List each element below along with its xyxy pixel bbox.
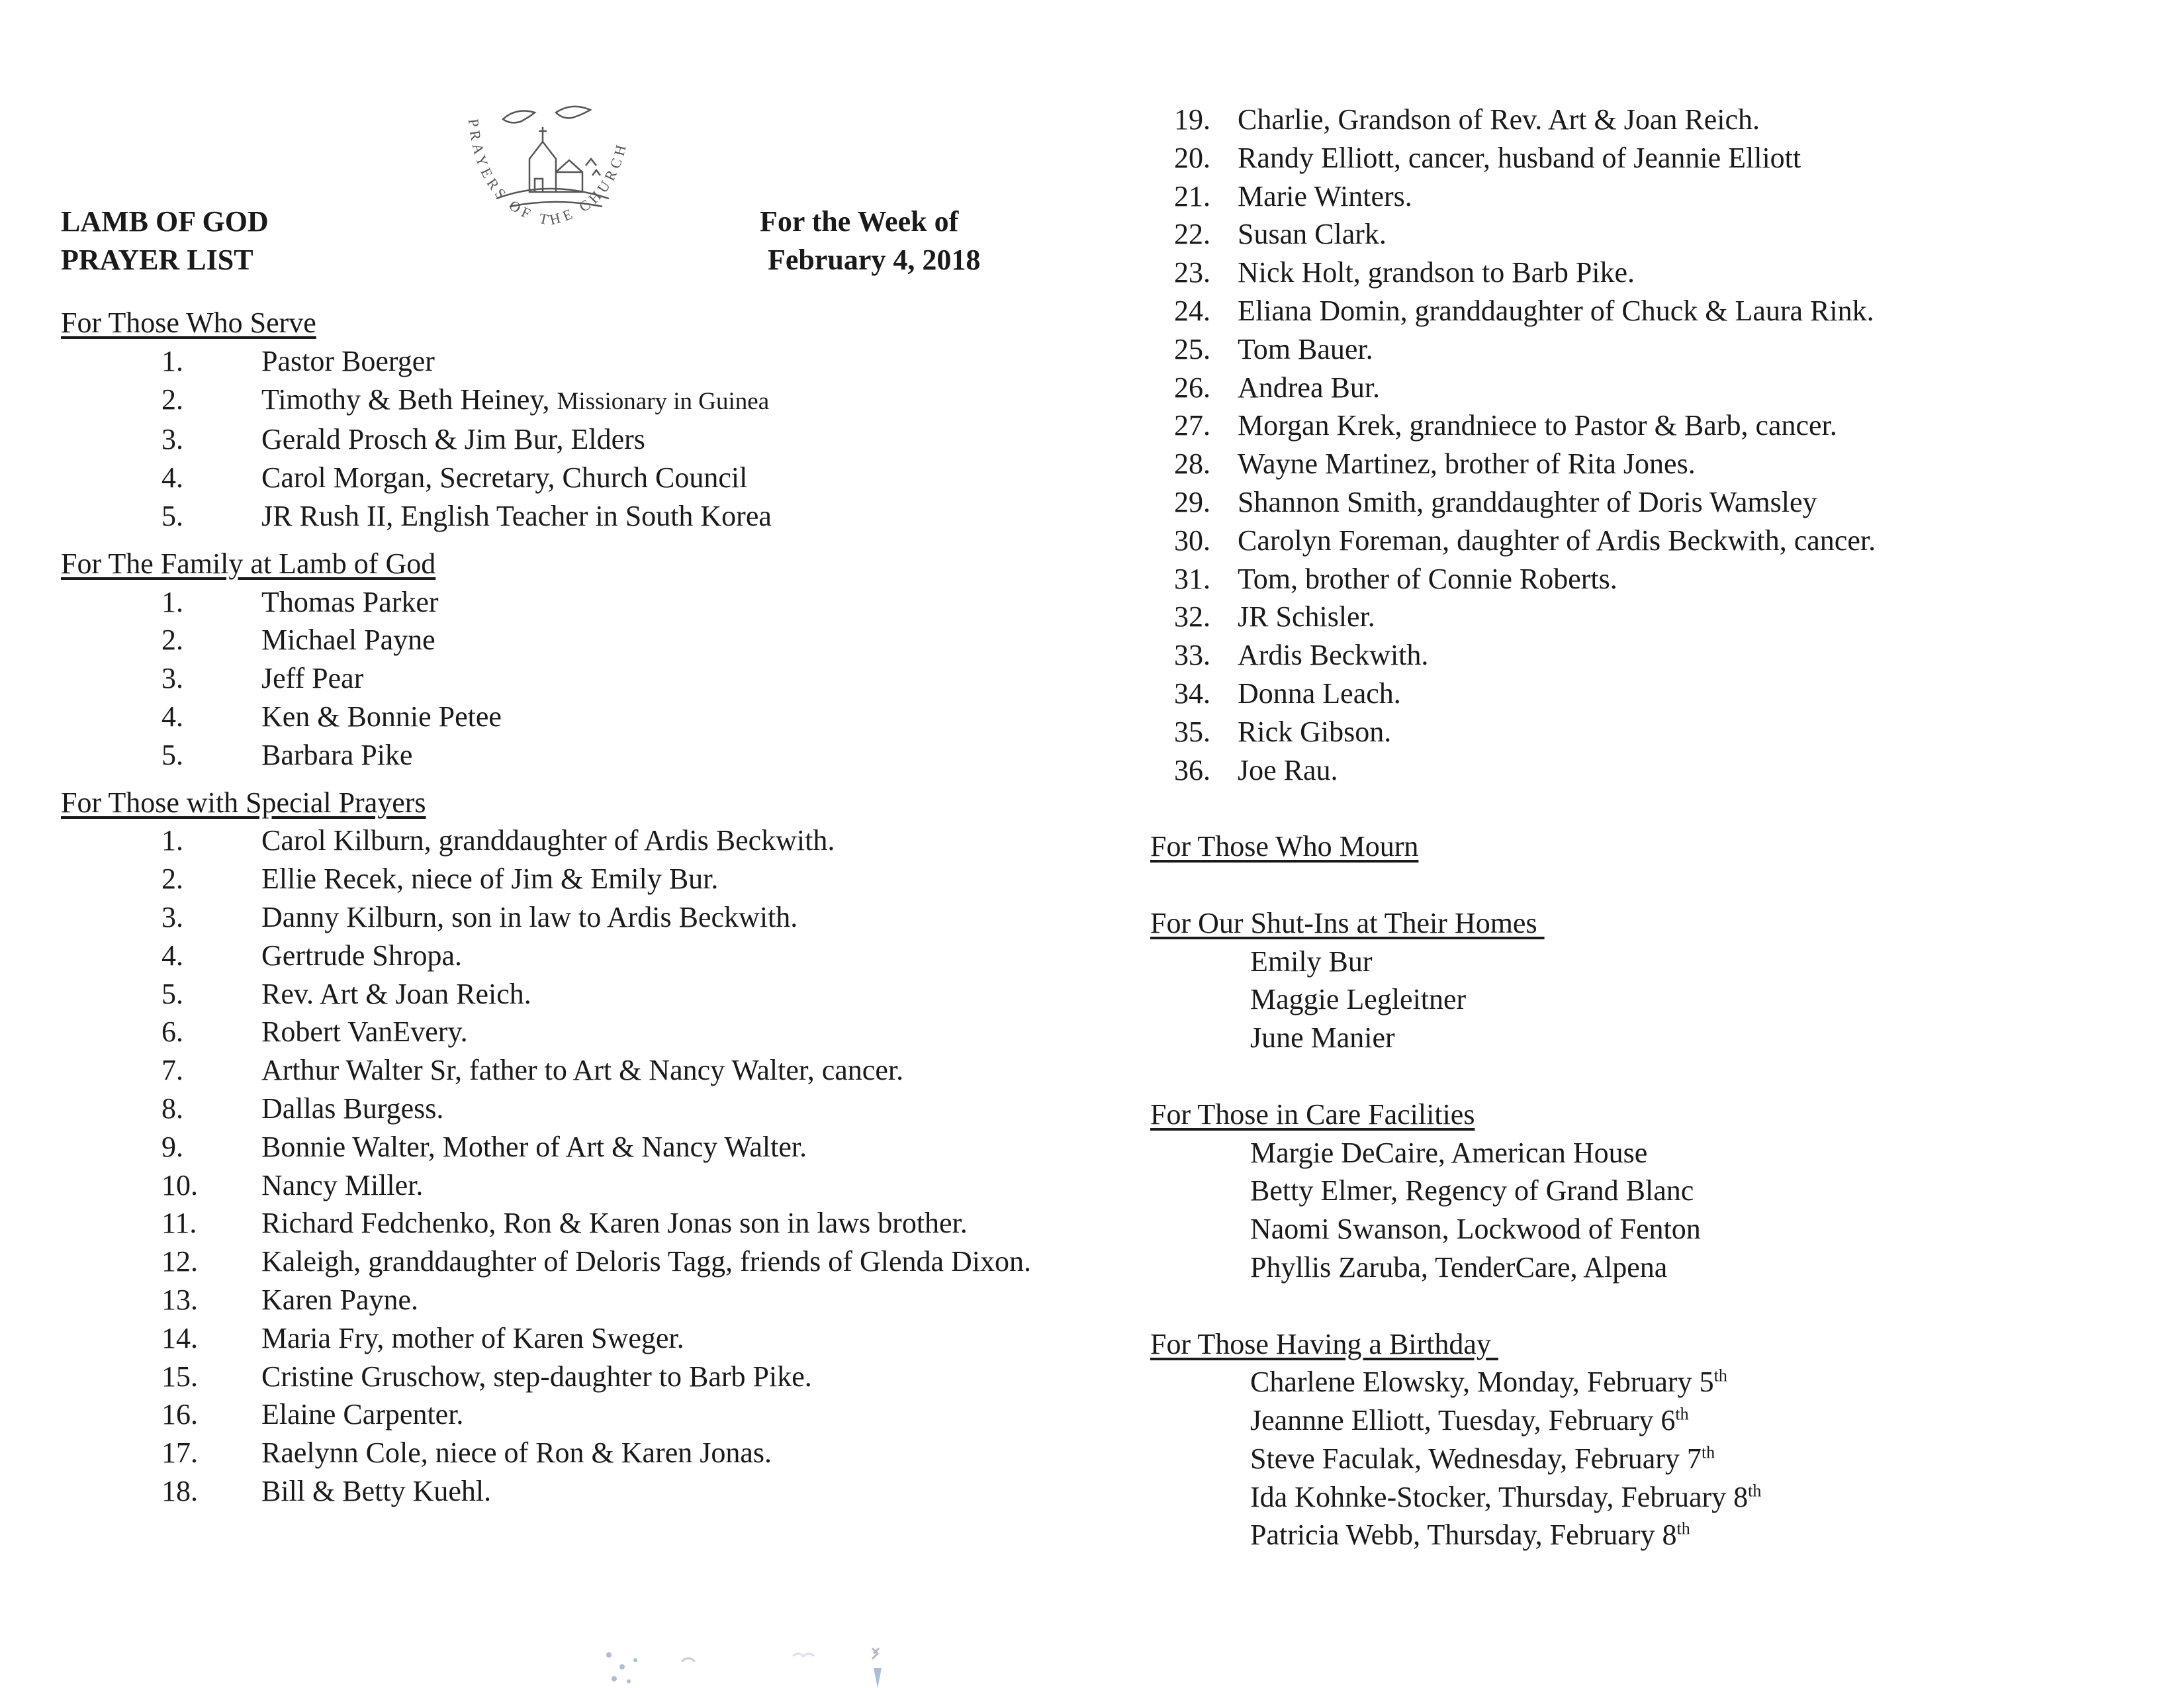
item-text: Nick Holt, grandson to Barb Pike. [1238, 256, 1635, 289]
item-number: 18. [161, 1474, 198, 1507]
section-heading-shutins: For Our Shut-Ins at Their Homes [1150, 906, 1545, 939]
list-item [61, 342, 1093, 381]
ordinal-suffix: th [1713, 1366, 1727, 1385]
ordinal-suffix: th [1675, 1404, 1689, 1424]
item-text: Cristine Gruschow, step-daughter to Barb Pike. [261, 1360, 812, 1393]
list-item [1150, 636, 2143, 675]
item-number: 5. [161, 499, 183, 532]
item-number: 4. [161, 461, 183, 494]
special-prayers-list-right [1150, 101, 2143, 789]
list-item: Margie DeCaire, American House [1250, 1136, 1648, 1169]
item-text: JR Rush II, English Teacher in South Korea [261, 499, 772, 532]
list-item [61, 937, 1093, 975]
item-text: Arthur Walter Sr, father to Art & Nancy Walter, cancer. [261, 1054, 904, 1087]
list-item [61, 659, 1093, 698]
list-item [61, 459, 1093, 497]
item-text: Susan Clark. [1238, 218, 1387, 251]
item-number: 15. [161, 1360, 198, 1393]
item-number: 16. [161, 1398, 198, 1431]
list-item [1150, 445, 2143, 483]
list-item [61, 1358, 1093, 1396]
item-number: 10. [161, 1168, 198, 1201]
item-text: Ellie Recek, niece of Jim & Emily Bur. [261, 863, 719, 896]
item-number: 33. [1174, 639, 1210, 672]
item-text: Gertrude Shropa. [261, 939, 463, 972]
list-item [1150, 522, 2143, 560]
item-text: Shannon Smith, granddaughter of Doris Wamsley [1238, 485, 1817, 518]
list-item: Emily Bur [1250, 945, 1373, 978]
list-item [61, 1472, 1093, 1511]
item-number: 13. [161, 1283, 198, 1316]
list-item [1150, 483, 2143, 522]
item-text: Charlie, Grandson of Rev. Art & Joan Reich. [1238, 103, 1760, 136]
item-text: Joe Rau. [1238, 753, 1338, 786]
item-number: 1. [161, 344, 183, 377]
decorative-ornament-icon [582, 1635, 927, 1688]
item-number: 22. [1174, 218, 1210, 251]
item-number: 27. [1174, 409, 1210, 442]
list-item [61, 698, 1093, 736]
list-item [1150, 330, 2143, 369]
list-item [61, 420, 1093, 459]
item-text: Rev. Art & Joan Reich. [261, 977, 531, 1010]
item-text: Morgan Krek, grandniece to Pastor & Barb, cancer. [1238, 409, 1837, 442]
list-item [61, 1128, 1093, 1166]
item-text: Richard Fedchenko, Ron & Karen Jonas son in laws brother. [261, 1207, 968, 1240]
list-item [61, 621, 1093, 659]
ordinal-suffix: th [1676, 1519, 1690, 1538]
item-text: Timothy & Beth Heiney, Missionary in Guinea [261, 383, 770, 416]
item-number: 12. [161, 1245, 198, 1278]
item-number: 32. [1174, 600, 1210, 633]
item-number: 4. [161, 700, 183, 733]
item-text: Thomas Parker [261, 585, 439, 618]
serve-list [61, 342, 1093, 536]
item-number: 19. [1174, 103, 1210, 136]
item-number: 34. [1174, 677, 1210, 710]
item-note: Missionary in Guinea [557, 387, 770, 415]
item-text: Carol Kilburn, granddaughter of Ardis Beckwith. [261, 824, 835, 857]
item-number: 29. [1174, 485, 1210, 518]
item-text: Andrea Bur. [1238, 371, 1381, 404]
list-item [61, 1319, 1093, 1358]
section-heading-family: For The Family at Lamb of God [61, 547, 436, 580]
item-text: Jeff Pear [261, 662, 364, 695]
section-heading-birthday: For Those Having a Birthday [1150, 1327, 1498, 1360]
church-with-doves-icon [457, 93, 642, 232]
item-text: Raelynn Cole, niece of Ron & Karen Jonas. [261, 1436, 772, 1470]
item-number: 31. [1174, 562, 1210, 595]
item-number: 1. [161, 585, 183, 618]
item-number: 3. [161, 900, 183, 933]
item-number: 26. [1174, 371, 1210, 404]
list-item [1150, 139, 2143, 177]
list-item: June Manier [1250, 1021, 1395, 1055]
week-label: For the Week of [760, 205, 959, 238]
list-item [61, 821, 1093, 860]
birthday-item: Jeannne Elliott, Tuesday, February 6th [1250, 1404, 1689, 1437]
right-column [1150, 101, 2143, 1554]
ordinal-suffix: th [1748, 1481, 1762, 1501]
item-text: Pastor Boerger [261, 344, 435, 377]
item-number: 25. [1174, 332, 1210, 365]
birthday-item: Charlene Elowsky, Monday, February 5th [1250, 1366, 1727, 1399]
list-item [61, 736, 1093, 774]
shutins-list [1150, 943, 2143, 1057]
item-text: Carolyn Foreman, daughter of Ardis Beckwith, cancer. [1238, 524, 1876, 557]
birthday-list [1150, 1363, 2143, 1554]
item-text: Bonnie Walter, Mother of Art & Nancy Walter. [261, 1130, 807, 1163]
list-item [61, 1090, 1093, 1128]
item-number: 3. [161, 662, 183, 695]
list-item [61, 1395, 1093, 1434]
item-number: 3. [161, 423, 183, 456]
birthday-item: Patricia Webb, Thursday, February 8th [1250, 1519, 1690, 1552]
list-item [61, 1281, 1093, 1319]
item-number: 24. [1174, 294, 1210, 327]
list-item [1150, 675, 2143, 713]
item-number: 14. [161, 1321, 198, 1354]
list-item [61, 1013, 1093, 1051]
church-name: LAMB OF GOD [61, 205, 269, 238]
birthday-item: Steve Faculak, Wednesday, February 7th [1250, 1442, 1715, 1475]
list-item [1150, 369, 2143, 407]
item-text: Barbara Pike [261, 738, 413, 771]
item-text: Maria Fry, mother of Karen Sweger. [261, 1321, 684, 1354]
item-number: 8. [161, 1092, 183, 1125]
header-left [61, 203, 269, 279]
item-text: Wayne Martinez, brother of Rita Jones. [1238, 447, 1696, 481]
item-number: 2. [161, 383, 183, 416]
item-text: Dallas Burgess. [261, 1092, 444, 1125]
list-item: Naomi Swanson, Lockwood of Fenton [1250, 1213, 1701, 1246]
item-text: Rick Gibson. [1238, 715, 1392, 748]
item-number: 36. [1174, 753, 1210, 786]
item-text: Ken & Bonnie Petee [261, 700, 502, 733]
left-column [61, 304, 1093, 1511]
item-number: 20. [1174, 141, 1210, 174]
ordinal-suffix: th [1701, 1442, 1715, 1462]
item-number: 6. [161, 1015, 183, 1049]
list-item [1150, 101, 2143, 139]
special-prayers-list-left [61, 821, 1093, 1510]
item-number: 5. [161, 977, 183, 1010]
list-item: Betty Elmer, Regency of Grand Blanc [1250, 1174, 1694, 1207]
item-number: 5. [161, 738, 183, 771]
item-text: JR Schisler. [1238, 600, 1375, 633]
item-number: 35. [1174, 715, 1210, 748]
item-number: 1. [161, 824, 183, 857]
list-item [1150, 713, 2143, 751]
item-number: 30. [1174, 524, 1210, 557]
logo-arc-text: PRAYERS OF THE CHURCH [465, 118, 631, 229]
list-item [1150, 598, 2143, 636]
list-title: PRAYER LIST [61, 244, 253, 276]
item-text: Nancy Miller. [261, 1168, 424, 1201]
section-heading-serve: For Those Who Serve [61, 306, 316, 339]
item-text: Bill & Betty Kuehl. [261, 1474, 492, 1507]
item-number: 2. [161, 624, 183, 657]
item-text: Eliana Domin, granddaughter of Chuck & Laura Rink. [1238, 294, 1874, 327]
list-item [1150, 292, 2143, 330]
item-text: Ardis Beckwith. [1238, 639, 1429, 672]
list-item [1150, 254, 2143, 292]
birthday-item: Ida Kohnke-Stocker, Thursday, February 8th [1250, 1480, 1762, 1513]
list-item [61, 1166, 1093, 1205]
svg-text:PRAYERS OF THE CHURCH [465, 118, 630, 228]
list-item [61, 1243, 1093, 1281]
list-item: Maggie Legleitner [1250, 983, 1467, 1016]
list-item [61, 381, 1093, 421]
item-text: Robert VanEvery. [261, 1015, 468, 1049]
header-right [760, 203, 980, 279]
item-number: 9. [161, 1130, 183, 1163]
care-list [1150, 1134, 2143, 1287]
item-text: Carol Morgan, Secretary, Church Council [261, 461, 748, 494]
item-text: Tom, brother of Connie Roberts. [1238, 562, 1617, 595]
item-number: 11. [161, 1207, 197, 1240]
item-number: 23. [1174, 256, 1210, 289]
list-item [1150, 177, 2143, 216]
list-item [1150, 406, 2143, 445]
item-number: 17. [161, 1436, 198, 1470]
item-text: Tom Bauer. [1238, 332, 1373, 365]
list-item [1150, 215, 2143, 254]
item-number: 21. [1174, 179, 1210, 212]
item-text: Randy Elliott, cancer, husband of Jeannie Elliott [1238, 141, 1801, 174]
week-date: February 4, 2018 [768, 244, 981, 276]
list-item: Phyllis Zaruba, TenderCare, Alpena [1250, 1250, 1668, 1284]
list-item [1150, 560, 2143, 598]
item-number: 2. [161, 863, 183, 896]
list-item [61, 1434, 1093, 1472]
list-item [61, 898, 1093, 937]
item-text: Gerald Prosch & Jim Bur, Elders [261, 423, 645, 456]
item-text: Danny Kilburn, son in law to Ardis Beckwith. [261, 900, 798, 933]
item-text: Elaine Carpenter. [261, 1398, 464, 1431]
list-item [61, 975, 1093, 1013]
item-text: Donna Leach. [1238, 677, 1401, 710]
list-item [61, 860, 1093, 898]
item-text: Karen Payne. [261, 1283, 419, 1316]
list-item [1150, 751, 2143, 790]
item-text: Marie Winters. [1238, 179, 1412, 212]
item-text: Michael Payne [261, 624, 435, 657]
section-heading-mourn: For Those Who Mourn [1150, 830, 1419, 863]
family-list [61, 583, 1093, 774]
section-heading-special: For Those with Special Prayers [61, 786, 426, 819]
item-number: 28. [1174, 447, 1210, 481]
list-item [61, 1051, 1093, 1090]
list-item [61, 583, 1093, 622]
item-number: 4. [161, 939, 183, 972]
list-item [61, 497, 1093, 536]
item-number: 7. [161, 1054, 183, 1087]
item-text: Kaleigh, granddaughter of Deloris Tagg, friends of Glenda Dixon. [261, 1245, 1032, 1278]
list-item [61, 1204, 1093, 1243]
section-heading-care: For Those in Care Facilities [1150, 1098, 1475, 1131]
